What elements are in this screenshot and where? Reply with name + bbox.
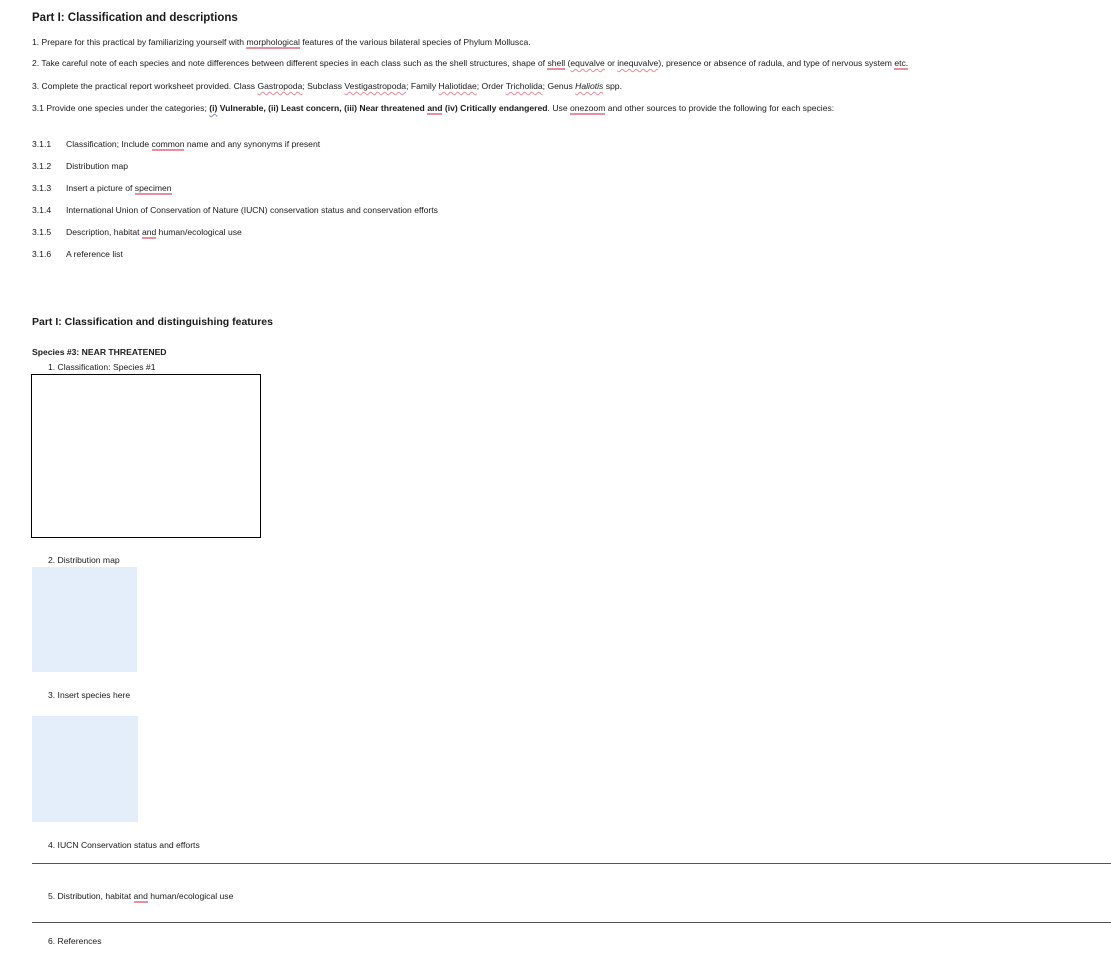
- section-distribution-label: 2. Distribution map: [48, 555, 120, 565]
- instruction-3-1: 3.1 Provide one species under the categories; (i) Vulnerable, (ii) Least concern, (iii) Near threatened and (iv) Critically endangered. Use onezoom and other sources to provide the following for each species:: [32, 103, 835, 113]
- part1-heading: Part I: Classification and descriptions: [32, 12, 238, 24]
- spelling-flag[interactable]: Vestigastropoda: [344, 81, 407, 91]
- instruction-3: 3. Complete the practical report worksheet provided. Class Gastropoda; Subclass Vestigastropoda; Family Haliotidae; Order Tricholida; Genus Haliotis spp.: [32, 81, 622, 91]
- section-iucn-label: 4. IUCN Conservation status and efforts: [48, 840, 200, 850]
- instruction-1: 1. Prepare for this practical by familiarizing yourself with morphological features of the various bilateral species of Phylum Mollusca.: [32, 37, 531, 47]
- grammar-flag[interactable]: (i): [209, 103, 218, 113]
- divider-line: [32, 922, 1111, 923]
- grammar-flag[interactable]: etc.: [894, 58, 909, 68]
- section-species-label: 3. Insert species here: [48, 690, 131, 700]
- spelling-flag[interactable]: equvalve: [570, 58, 605, 68]
- section-references-label: 6. References: [48, 936, 102, 946]
- spelling-flag[interactable]: onezoom: [570, 103, 606, 113]
- subitem-3-1-5: 3.1.5 Description, habitat and human/ecological use: [32, 227, 242, 237]
- spelling-flag[interactable]: Haliotis: [575, 81, 604, 91]
- section-classification-label: 1. Classification: Species #1: [48, 362, 156, 372]
- divider-line: [32, 863, 1111, 864]
- species-heading: Species #3: NEAR THREATENED: [32, 347, 167, 357]
- grammar-flag[interactable]: and: [427, 103, 443, 113]
- subitem-3-1-2: 3.1.2 Distribution map: [32, 161, 129, 171]
- distribution-map-placeholder[interactable]: [32, 567, 137, 672]
- part2-heading: Part I: Classification and distinguishing features: [32, 316, 273, 328]
- grammar-flag[interactable]: and: [133, 891, 148, 901]
- spelling-flag[interactable]: common: [151, 139, 185, 149]
- spelling-flag[interactable]: morphological: [246, 37, 300, 47]
- instruction-2: 2. Take careful note of each species and note differences between different species in each class such as the shell structures, shape of shell (equvalve or inequvalve), presence or absence of radula, and type of nervous system etc.: [32, 58, 909, 68]
- section-habitat-label: 5. Distribution, habitat and human/ecological use: [48, 891, 234, 901]
- subitem-3-1-6: 3.1.6 A reference list: [32, 249, 123, 259]
- subitem-3-1-4: 3.1.4 International Union of Conservation of Nature (IUCN) conservation status and conservation efforts: [32, 205, 438, 215]
- grammar-flag[interactable]: and: [141, 227, 157, 237]
- spelling-flag[interactable]: Tricholida: [505, 81, 543, 91]
- subitem-3-1-3: 3.1.3 Insert a picture of specimen: [32, 183, 172, 193]
- spelling-flag[interactable]: inequvalve: [617, 58, 659, 68]
- subitem-3-1-1: 3.1.1 Classification; Include common name and any synonyms if present: [32, 139, 321, 149]
- classification-textbox[interactable]: [31, 374, 261, 538]
- spelling-flag[interactable]: shell: [547, 58, 566, 68]
- spelling-flag[interactable]: Haliotidae: [438, 81, 477, 91]
- species-image-placeholder[interactable]: [32, 716, 138, 822]
- spelling-flag[interactable]: Gastropoda: [257, 81, 303, 91]
- spelling-flag[interactable]: specimen: [134, 183, 172, 193]
